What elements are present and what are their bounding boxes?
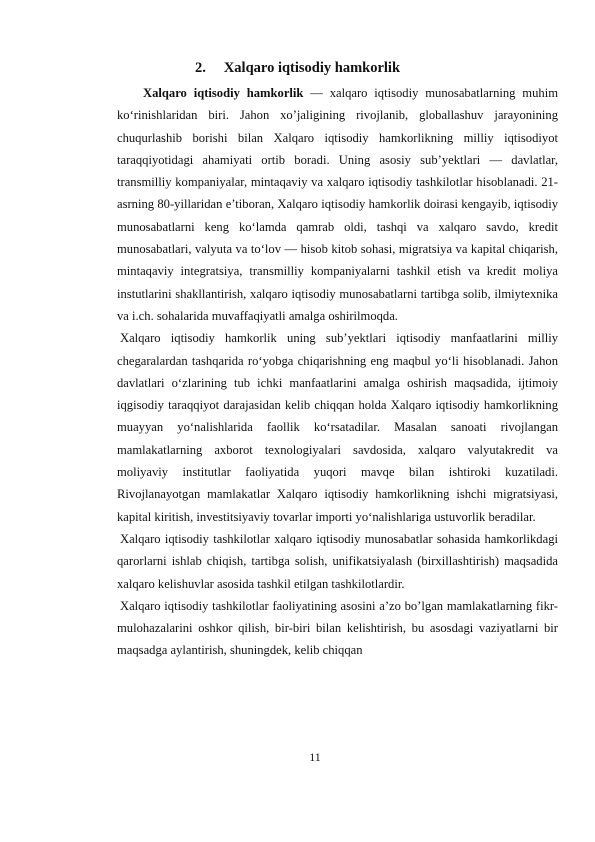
section-number: 2. — [194, 60, 206, 76]
paragraph-4: Xalqaro iqtisodiy tashkilotlar faoliyatining asosini a’zo bo’lgan mamlakatlarning fikr-mulohazalarini oshkor qilish, bir-biri bilan kelishtirish, bu asosdagi vaziyatlarni bir maqsadga aylantirish, shuningdek, kelib chiqqan — [117, 598, 558, 658]
paragraph-1-text: — xalqaro iqtisodiy munosabatlarning muhim ko‘rinishlaridan biri. Jahon xo’jaligining rivojlanib, globallashuv jarayonining chuqurlashib borishi bilan Xalqaro iqtisodiy hamkorlikning milliy iqtisodiyot taraqqiyotidagi ahamiyati ortib boradi. Uning asosiy sub’yektlari — davlatlar, transmilliy kompaniyalar, mintaqaviy va xalqaro iqtisodiy tashkilotlar hisoblanadi. 21-asrning 80-yillaridan e’tiboran, Xalqaro iqtisodiy hamkorlik doirasi kengayib, iqtisodiy munosabatlarni keng ko‘lamda qamrab oldi, tashqi va xalqaro savdo, kredit munosabatlari, valyuta va to‘lov — hisob kitob sohasi, migratsiya va kapital chiqarish, mintaqaviy integratsiya, transmilliy kompaniyalarni tashkil etish va kredit moliya instutlarini shakllantirish, xalqaro iqtisodiy munosabatlarni tartibga solib, ilmiytexnika va i.ch. sohalarida muvaffaqiyatli amalga oshirilmoqda. — [117, 86, 558, 323]
paragraph-1 — [117, 82, 558, 327]
section-heading — [0, 58, 595, 78]
document-body — [117, 82, 558, 662]
paragraph-2: Xalqaro iqtisodiy hamkorlik uning sub’yektlari iqtisodiy manfaatlarini milliy chegaralardan tashqarida ro‘yobga chiqarishning eng maqbul yo‘li hisoblanadi. Jahon davlatlari o‘zlarining tub ichki manfaatlarini amalga oshirish maqsadida, ijtimoiy iqgisodiy taraqqiyot darajasidan kelib chiqqan holda Xalqaro iqtisodiy hamkorlikning muayyan yo‘nalishlarida faollik ko‘rsatadilar. Masalan sanoati rivojlangan mamlakatlarning axborot texnologiyalari savdosida, xalqaro valyutakredit va moliyaviy institutlar faoliyatida yuqori mavqe bilan ishtiroki kuzatiladi. Rivojlanayotgan mamlakatlar Xalqaro iqtisodiy hamkorlikning ishchi migratsiyasi, kapital kiritish, investitsiyaviy tovarlar importi yo‘nalishlariga ustuvorlik beradilar. — [117, 331, 558, 524]
section-title: Xalqaro iqtisodiy hamkorlik — [223, 60, 401, 76]
page-number: 11 — [309, 750, 321, 764]
paragraph-3: Xalqaro iqtisodiy tashkilotlar xalqaro iqtisodiy munosabatlar sohasida hamkorlikdagi qarorlarni ishlab chiqish, tartibga solish, unifikatsiyalash (birxillashtirish) maqsadida xalqaro kelishuvlar asosida tashkil etilgan tashkilotlardir. — [117, 531, 558, 591]
paragraph-1-term: Xalqaro iqtisodiy hamkorlik — [143, 86, 304, 100]
